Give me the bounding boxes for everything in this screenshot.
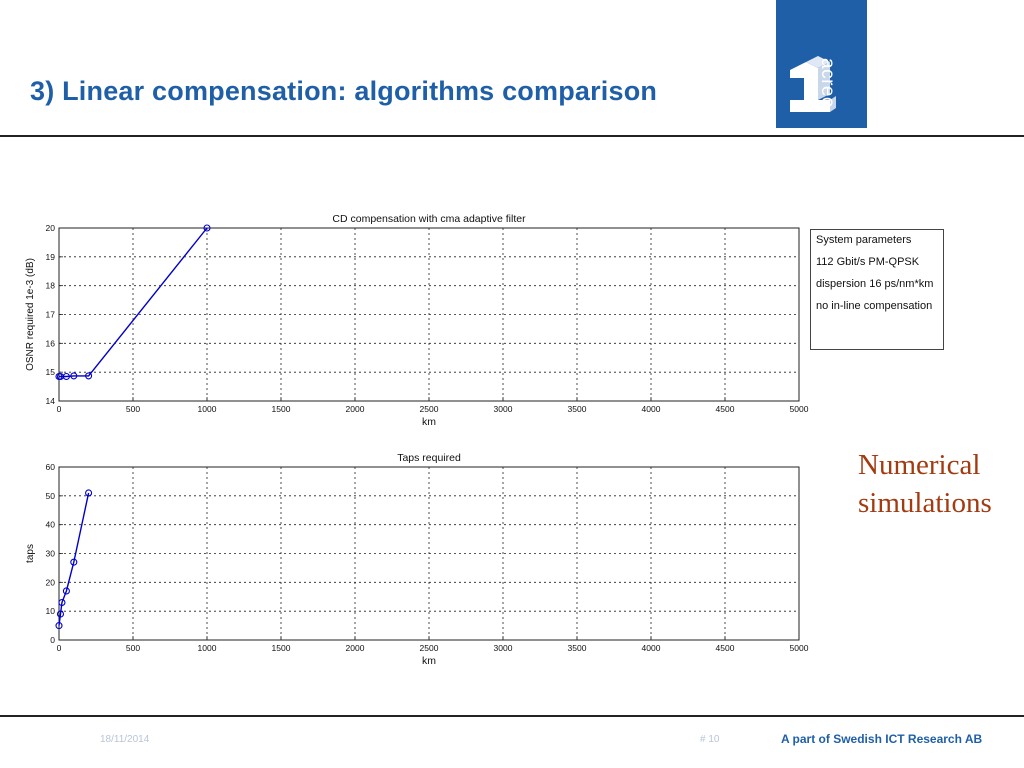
y-tick-label: 50 (45, 490, 55, 501)
x-tick-label: 5000 (789, 404, 809, 414)
x-tick-label: 0 (56, 643, 62, 653)
y-tick-label: 30 (45, 548, 55, 559)
header-divider (0, 135, 1024, 137)
logo-text: acreo (817, 58, 838, 109)
y-tick-label: 20 (45, 577, 55, 588)
y-tick-label: 18 (45, 280, 55, 291)
side-note-line1: Numerical (858, 449, 981, 481)
y-tick-label: 16 (45, 338, 55, 349)
footer-page-number: # 10 (700, 734, 720, 745)
y-tick-label: 14 (45, 396, 55, 406)
x-tick-label: 500 (125, 404, 141, 414)
chart-title: Taps required (397, 452, 461, 464)
x-tick-label: 4000 (641, 643, 661, 653)
y-axis-label: taps (25, 544, 36, 563)
y-tick-label: 20 (45, 223, 55, 233)
footer-organization: A part of Swedish ICT Research AB (781, 732, 983, 746)
footer-divider (0, 715, 1024, 717)
x-tick-label: 4500 (715, 643, 735, 653)
x-axis-label: km (422, 416, 436, 428)
y-tick-label: 17 (45, 309, 55, 320)
legend-line-dispersion: dispersion 16 ps/nm*km (816, 278, 934, 290)
footer-date: 18/11/2014 (100, 734, 150, 745)
x-axis-label: km (422, 655, 436, 667)
y-tick-label: 15 (45, 367, 55, 378)
page-title: 3) Linear compensation: algorithms comparison (30, 76, 658, 106)
chart-title: CD compensation with cma adaptive filter (332, 213, 526, 225)
x-tick-label: 1000 (197, 643, 217, 653)
y-tick-label: 0 (50, 635, 55, 645)
x-tick-label: 3500 (567, 404, 587, 414)
x-tick-label: 2000 (345, 404, 365, 414)
legend-line-compensation: no in-line compensation (816, 300, 933, 312)
x-tick-label: 4500 (715, 404, 735, 414)
x-tick-label: 1000 (197, 404, 217, 414)
x-tick-label: 2500 (419, 643, 439, 653)
x-tick-label: 0 (56, 404, 62, 414)
y-tick-label: 60 (45, 462, 55, 472)
legend-line-rate: 112 Gbit/s PM-QPSK (816, 256, 920, 268)
y-tick-label: 19 (45, 251, 55, 262)
x-tick-label: 500 (125, 643, 141, 653)
x-tick-label: 3000 (493, 643, 513, 653)
x-tick-label: 3000 (493, 404, 513, 414)
x-tick-label: 1500 (271, 404, 291, 414)
x-tick-label: 5000 (789, 643, 809, 653)
x-tick-label: 1500 (271, 643, 291, 653)
chart-osnr (10, 205, 830, 430)
legend-heading: System parameters (816, 234, 912, 246)
x-tick-label: 2500 (419, 404, 439, 414)
x-tick-label: 4000 (641, 404, 661, 414)
y-axis-label: OSNR required 1e-3 (dB) (25, 258, 36, 371)
side-note (858, 446, 992, 522)
x-tick-label: 2000 (345, 643, 365, 653)
system-parameters-box (810, 229, 944, 350)
side-note-line2: simulations (858, 487, 992, 519)
x-tick-label: 3500 (567, 643, 587, 653)
y-tick-label: 40 (45, 519, 55, 530)
y-tick-label: 10 (45, 606, 55, 617)
chart-taps (10, 445, 830, 675)
